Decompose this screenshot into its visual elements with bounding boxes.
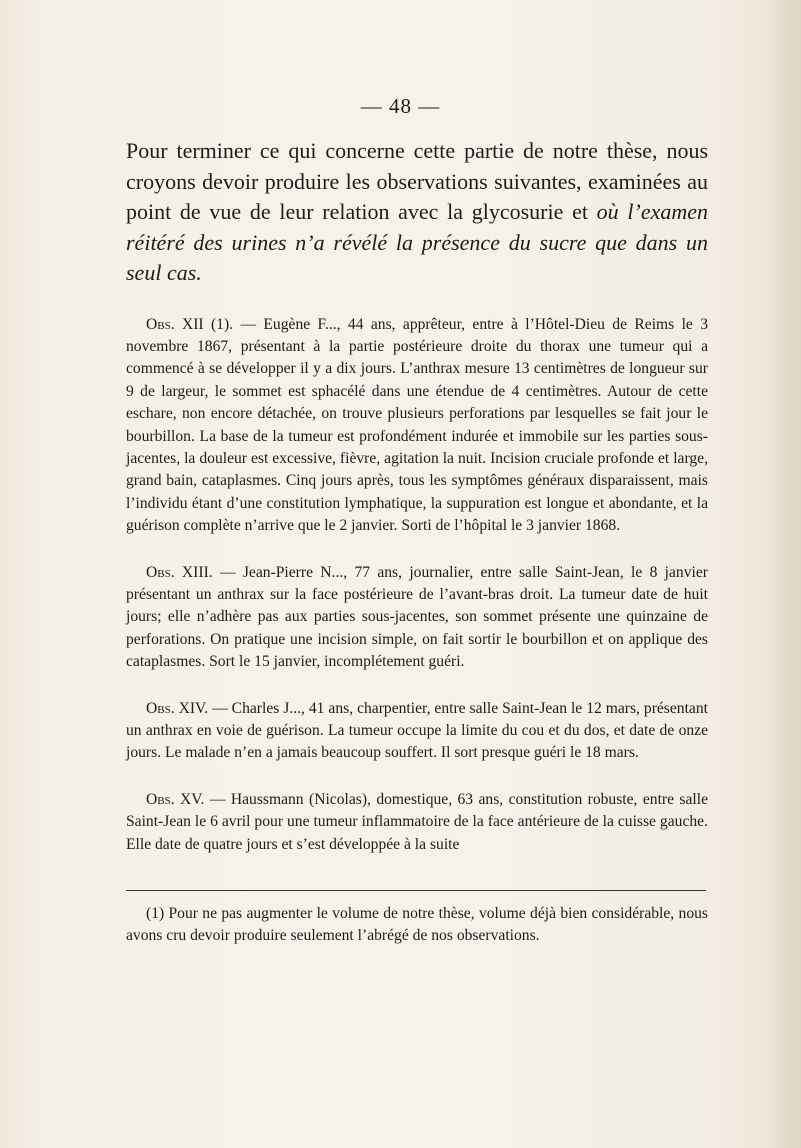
observation-xv <box>126 789 708 856</box>
observation-body: — Eugène F..., 44 ans, apprêteur, entre à l’Hôtel-Dieu de Reims le 3 novembre 1867, présentant à la partie postérieure droite du thorax une tumeur qui a commencé à se développer il y a dix jours. L’anthrax mesure 13 centimètres de longueur sur 9 de largeur, le sommet est sphacélé dans une étendue de 4 centimètres. Autour de cette eschare, non encore détachée, on trouve plusieurs perforations par lesquelles se fait jour le bourbillon. La base de la tumeur est profondément indurée et immobile sur les parties sous-jacentes, la douleur est excessive, fièvre, agitation la nuit. Incision cruciale profonde et large, grand bain, cataplasmes. Cinq jours après, tous les symptômes généraux disparaissent, mais l’individu étant d’une constitution lymphatique, la suppuration est longue et abondante, et la guérison complète n’arrive que le 2 janvier. Sorti de l’hôpital le 3 janvier 1868. <box>126 315 709 535</box>
observation-body: — Haussmann (Nicolas), domestique, 63 ans, constitution robuste, entre salle Saint-Jean le 6 avril pour une tumeur inflammatoire de la face antérieure de la cuisse gauche. Elle date de quatre jours et s’est développée à la suite <box>126 790 708 853</box>
observation-heading: Obs. XV. <box>146 790 205 808</box>
intro-italic-text: où l’examen réitéré des urines n’a révélé la présence du sucre que dans un seul cas. <box>126 199 708 285</box>
observation-heading: Obs. XII (1). <box>146 315 234 333</box>
observation-xii <box>126 314 708 538</box>
page-content <box>126 136 708 963</box>
observation-heading: Obs. XIII. <box>146 563 213 581</box>
observation-body: — Jean-Pierre N..., 77 ans, journalier, entre salle Saint-Jean, le 8 janvier présentant un anthrax sur la face postérieure de l’avant-bras droit. La tumeur date de huit jours; elle n’adhère pas aux parties sous-jacentes, son sommet présente une quinzaine de perforations. On pratique une incision simple, on fait sortir le bourbillon et on applique des cataplasmes. Sort le 15 janvier, incomplétement guéri. <box>126 563 708 671</box>
footnote: (1) Pour ne pas augmenter le volume de notre thèse, volume déjà bien considérable, nous avons cru devoir produire seulement l’abrégé de nos observations. <box>126 905 708 945</box>
observation-xiii <box>126 562 708 674</box>
page-number: — 48 — <box>360 94 441 118</box>
intro-text: Pour terminer ce qui concerne cette partie de notre thèse, nous croyons devoir produire les observations suivantes, examinées au point de vue de leur relation avec la glycosurie et <box>126 138 708 224</box>
page-edge-shadow <box>773 0 801 1148</box>
intro-paragraph <box>126 136 708 289</box>
observation-heading: Obs. XIV. <box>146 699 209 717</box>
footnote-divider <box>126 890 706 891</box>
observation-xiv <box>126 698 708 765</box>
observation-body: — Charles J..., 41 ans, charpentier, entre salle Saint-Jean le 12 mars, présentant un anthrax en voie de guérison. La tumeur occupe la limite du cou et du dos, et date de onze jours. Le malade n’en a jamais beaucoup souffert. Il sort presque guéri le 18 mars. <box>126 699 708 762</box>
